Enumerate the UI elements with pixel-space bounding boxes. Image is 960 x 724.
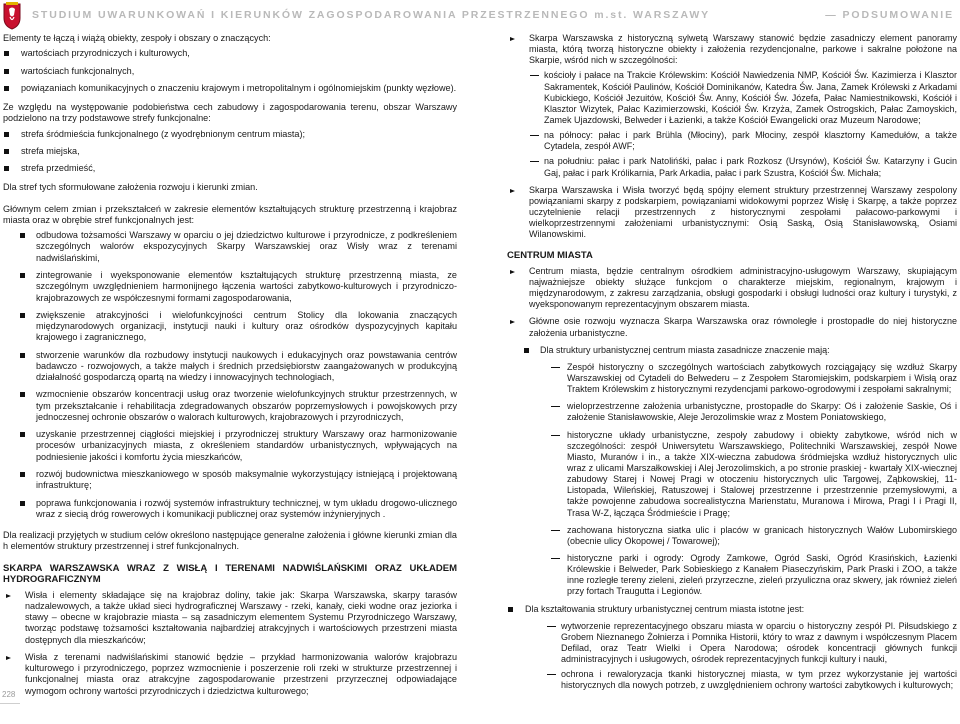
list-item: wzmocnienie obszarów koncentracji usług oraz tworzenie wielofunkcyjnych struktur przestrzennych, w tym przekształcanie i rehabilitacja zdegradowanych obszarów poprzemysłowych i powojskowych przy jednoczesnej ochronie obszarów o walorach kulturowych, krajobrazowych i przyrodniczych, (3, 389, 457, 423)
list-item: stworzenie warunków dla rozbudowy instytucji naukowych i edukacyjnych oraz powstawania centrów badawczo - rozwojowych, a także małych i średnich przedsiębiorstw zaangażowanych w produkcyjną działalność gospodarczą opartą na wiedzy i innowacyjnych technologiach, (3, 350, 457, 384)
section-title: — PODSUMOWANIE (825, 9, 954, 21)
list-item: Centrum miasta, będzie centralnym ośrodkiem administracyjno-usługowym Warszawy, skupiającym najważniejsze obiekty służące funkcjom o charakterze miejskim, regionalnym, krajowym i międzynarodowym, z zakresu zarządzania, obsługi gospodarki i obsługi ludności oraz kultury i turystyki, z wyeksponowanym reprezentacyjnym obszarem miasta. (507, 266, 957, 311)
skarpa-heading: SKARPA WARSZAWSKA WRAZ Z WISŁĄ I TERENAMI NADWIŚLAŃSKIMI ORAZ UKŁADEM HYDROGRAFICZNYM (3, 562, 457, 586)
goals-intro: Głównym celem zmian i przekształceń w zakresie elementów kształtujących strukturę przestrzenną i krajobraz miasta oraz w obrębie stref funkcjonalnych jest: (3, 203, 457, 225)
list-item: strefa przedmieść, (3, 163, 457, 174)
reprez-intro-list (507, 604, 957, 615)
centrum-list (507, 266, 957, 339)
list-item: strefa śródmieścia funkcjonalnego (z wyodrębnionym centrum miasta); (3, 129, 457, 140)
list-item: poprawa funkcjonowania i rozwój systemów infrastruktury technicznej, w tym układu drogowo-ulicznego wraz z siecią dróg rowerowych i komunikacji publicznej oraz systemów inżynieryjnych . (3, 498, 457, 521)
panorama-sublist (529, 70, 957, 178)
list-item: zwiększenie atrakcyjności i wielofunkcyjności centrum Stolicy dla lokowania znaczących międzynarodowych organizacji, instytucji nauki i kultury oraz ośrodków dyspozycyjnych kapitału krajowego i zagranicznego, (3, 310, 457, 344)
zones-outro: Dla stref tych sformułowane założenia rozwoju i kierunki zmian. (3, 182, 258, 193)
list-item: Skarpa Warszawska i Wisła tworzyć będą spójny element struktury przestrzennej Warszawy zespolony powiązaniami skarpy z podskarpiem, powiązaniami widokowymi poprzez Wisłę i Skarpę, a także poprzez uczytelnienie relacji przestrzennych z historycznymi zespołami pałacowo-parkowymi i wielkoprzestrzennymi założeniami urbanistycznymi: Osią Saską, Osią Stanisławowską, Osiami Wilanowskimi. (507, 185, 957, 241)
list-item: historyczne parki i ogrody: Ogrody Zamkowe, Ogród Saski, Ogród Krasińskich, Łazienki Królewskie i Belweder, Park Sobieskiego z Kanałem Piaseczyńskim, Park Praski i ZOO, a także inne rozległe tereny zieleni, zieleń przyrzeczne, zieleń przyuliczna oraz skwery, jak również zieleń przy fortach Traugutta i Legionów. (507, 553, 957, 598)
left-column (3, 33, 457, 707)
list-item: wartościach funkcjonalnych, (3, 66, 457, 77)
warsaw-coat-of-arms-icon (2, 2, 22, 30)
list-item: na północy: pałac i park Brühla (Młociny), park Młociny, zespół klasztorny Kamedułów, a także Cytadela, zespół AWF; (529, 130, 957, 152)
document-title: STUDIUM UWARUNKOWAŃ I KIERUNKÓW ZAGOSPODAROWANIA PRZESTRZENNEGO m.st. WARSZAWY (32, 9, 711, 21)
historic-list (507, 362, 957, 598)
list-item: wytworzenie reprezentacyjnego obszaru miasta w oparciu o historyczny zespół Pl. Piłsudskiego z Grobem Nieznanego Żołnierza i Pomnika Historii, który to wraz z dawnym i współczesnym Placem Defilad, oraz Teatr Wielki i Opera Narodowa; ośrodek koncentracji głównych funkcji administracyjnych i usługowych, ośrodek reprezentacyjnych funkcji kultury i nauki, (507, 621, 957, 666)
list-item: Dla struktury urbanistycznej centrum miasta zasadnicze znaczenie mają: (507, 345, 957, 356)
zones-intro: Ze względu na występowanie podobieństwa cech zabudowy i zagospodarowania terenu, obszar Warszawy podzielono na trzy podstawowe strefy funkcjonalne: (3, 102, 457, 124)
list-item: historyczne układy urbanistyczne, zespoły zabudowy i obiekty zabytkowe, wśród nich w szczególności: zespół Uniwersytetu Warszawskiego, Politechniki Warszawskiej, zespół Nowe Miasto, Muranów i in., a także XIX-wieczna zabudowa śródmiejska wzdłuż historycznych ulic wraz z ulicami Marszałkowskiej i Alej Jerozolimskich, a po stronie praskiej - kwartały XIX-wiecznej zabudowy Starej i Nowej Pragi w otoczeniu historycznych ulic Targowej, Ząbkowskiej, 11-Listopada, Wileńskiej, Ratuszowej i Stalowej przestrzenne i przestrzennie przemysłowymi, a także powojenne zabudowa socrealistyczna Marienstatu, Muranowa i Mirowa, Pragi I i Pragi II, Trasa W-Z, łącząca Śródmieście i Pragę; (507, 430, 957, 519)
list-item: wieloprzestrzenne założenia urbanistyczne, prostopadłe do Skarpy: Oś i założenie Saskie, Oś i założenie Stanisławowskie, Aleje Jerozolimskie wraz z Mostem Poniatowskiego, (507, 401, 957, 423)
centrum-heading: CENTRUM MIASTA (507, 250, 593, 262)
reprez-list (507, 621, 957, 692)
list-item: ochrona i rewaloryzacja tkanki historycznej miasta, w tym przez wykorzystanie jej wartości historycznych dla nowych potrzeb, z uwzględnieniem ochrony wartości zabytkowych i kulturowych; (507, 669, 957, 691)
list-item: Wisła z terenami nadwiślańskimi stanowić będzie – przykład harmonizowania walorów krajobrazu kulturowego i przyrodniczego, poprzez wzmocnienie i poszerzenie roli rzeki w strukturze przestrzennej i funkcjonalnej miasta oraz atrakcyjne zagospodarowanie przestrzeni przyrzecznej odpowiadające wymogom ochrony wartości przyrodniczych i dziedzictwa kulturowego; (3, 652, 457, 697)
zones-list (3, 129, 457, 175)
list-item: zachowana historyczna siatka ulic i placów w granicach historycznych Wałów Lubomirskiego (obecnie ulicy Okopowej / Towarowej); (507, 525, 957, 547)
list-item: kościoły i pałace na Trakcie Królewskim: Kościół Nawiedzenia NMP, Kościół Św. Kazimierza i Klasztor Sakramentek, Kościół Paulinów, Kościół Dominikanów, Katedra Św. Jana, Zamek Królewski z Arkadami Kubickiego, Kościół Jezuitów, Kościół Św. Anny, Kościół Św. Józefa, Pałac Namiestnikowski, Kościół i Klasztor Wizytek, Pałac Kazimierzowski, Kościół Św. Krzyża, Zamek Ostrogskich, Pałac Zamoyskich, Zamek Ujazdowski, Belweder i Łazienki, a także Kościół Ewangelicki oraz Muzeum Narodowe; (529, 70, 957, 126)
skarpa-panorama-list (507, 33, 957, 240)
list-item: Zespół historyczny o szczególnych wartościach zabytkowych rozciągający się wzdłuż Skarpy Warszawskiej od Cytadeli do Belwederu – z Zespołem Staromiejskim, podskarpiem i Wisłą oraz Traktem Królewskim z historycznymi rezydencjami parkowo-ogrodowymi i zespołami sakralnymi; (507, 362, 957, 395)
right-column (507, 33, 957, 702)
list-item: odbudowa tożsamości Warszawy w oparciu o jej dziedzictwo kulturowe i przyrodnicze, z podkreśleniem szczególnych walorów ekspozycyjnych Skarpy Warszawskiej oraz Wisły wraz z terenami nadwiślańskimi, (3, 230, 457, 264)
elements-intro: Elementy te łączą i wiążą obiekty, zespoły i obszary o znaczących: (3, 33, 271, 43)
skarpa-list (3, 590, 457, 697)
panorama-text: Skarpa Warszawska z historyczną sylwetą Warszawy stanowić będzie zasadniczy element panoramy miasta, którą tworzą historyczne obiekty i założenia rezydencjonalne, parkowe i sakralne położone na Skarpie, wśród nich w szczególności: (529, 33, 957, 66)
historic-intro-list (507, 345, 957, 356)
list-item: wartościach przyrodniczych i kulturowych, (3, 48, 457, 59)
list-item: Dla kształtowania struktury urbanistycznej centrum miasta istotne jest: (507, 604, 957, 615)
list-item: Główne osie rozwoju wyznacza Skarpa Warszawska oraz równoległe i prostopadłe do niej historyczne założenia urbanistyczne. (507, 316, 957, 338)
list-item: Wisła i elementy składające się na krajobraz doliny, takie jak: Skarpa Warszawska, skarpy tarasów nadzalewowych, a także układ sieci hydrograficznej Warszawy - rzeki, kanały, cieki wodne oraz jeziorka i stawy – obecne w krajobrazie miasta – są zasadniczym elementem Systemu Przyrodniczego Warszawy, tworząc podstawę tożsamości kształtowania najbardziej atrakcyjnych i wartościowych przestrzeni miasta dostępnych dla mieszkańców; (3, 590, 457, 646)
list-item: rozwój budownictwa mieszkaniowego w sposób maksymalnie wykorzystujący istniejącą i projektowaną infrastrukturę; (3, 469, 457, 492)
list-item: powiązaniach komunikacyjnych o znaczeniu krajowym i metropolitalnym i ogólnomiejskim (punkty węzłowe). (3, 83, 457, 94)
list-item: strefa miejska, (3, 146, 457, 157)
goals-list (3, 230, 457, 520)
list-item (507, 33, 957, 179)
page-header (0, 0, 960, 32)
list-item: zintegrowanie i wyeksponowanie elementów kształtujących strukturę przestrzenną miasta, ze szczególnym uwzględnieniem harmonijnego łączenia wartości zabytkowo-kulturowych i przyrodniczo-krajobrazowych ze współczesnymi formami zagospodarowania, (3, 270, 457, 304)
elements-list (3, 48, 457, 94)
realization-paragraph: Dla realizacji przyjętych w studium celów określono następujące generalne założenia i główne kierunki zmian dla h elementów struktury przestrzennej i stref funkcjonalnych. (3, 530, 457, 552)
list-item: na południu: pałac i park Natolińśki, pałac i park Rozkosz (Ursynów), Kościół Św. Katarzyny i Gucin Gaj, pałac i park Królikarnia, Park Arkadia, pałac i park Szustra, Kościół Św. Michała; (529, 156, 957, 178)
page-number: 228 (2, 690, 16, 699)
page-number-rule (0, 703, 20, 704)
list-item: uzyskanie przestrzennej ciągłości miejskiej i przyrodniczej struktury Warszawy oraz harmonizowanie procesów urbanizacyjnych miasta, z określeniem standardów urbanistycznych, wpływających na podniesienie jakości i komfortu życia mieszkańców, (3, 429, 457, 463)
